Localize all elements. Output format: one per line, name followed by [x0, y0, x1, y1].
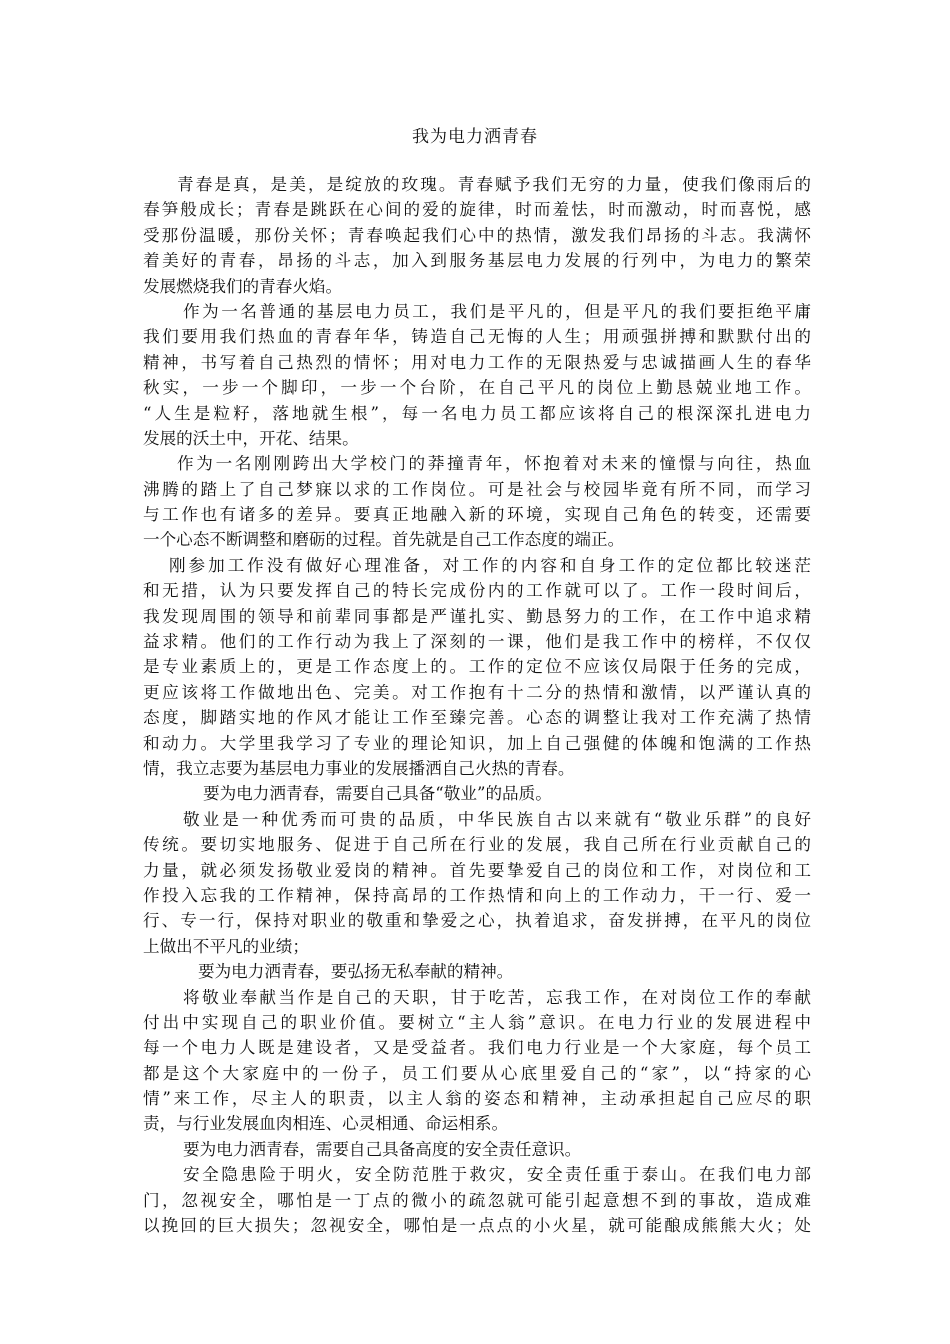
text-line: 青春是真，是美，是绽放的玫瑰。青春赋予我们无穷的力量，使我们像雨后的	[177, 175, 811, 194]
document-body	[143, 172, 811, 1238]
text-line: 每一个电力人既是建设者，又是受益者。我们电力行业是一个大家庭，每个员工	[143, 1038, 811, 1058]
text-line: 益求精。他们的工作行动为我上了深刻的一课，他们是我工作中的榜样，不仅仅	[143, 632, 811, 652]
text-line: 受那份温暖，那份关怀；青春唤起我们心中的热情，激发我们昂扬的斗志。我满怀	[143, 225, 811, 245]
text-line: 作投入忘我的工作精神，保持高昂的工作热情和向上的工作动力，干一行、爱一	[143, 885, 811, 905]
text-line: 将敬业奉献当作是自己的天职，甘于吃苦，忘我工作，在对岗位工作的奉献	[183, 987, 811, 1007]
text-line: 上做出不平凡的业绩；	[143, 936, 309, 956]
text-line: 态度，脚踏实地的作风才能让工作至臻完善。心态的调整让我对工作充满了热情	[143, 708, 811, 728]
text-line: 都是这个大家庭中的一份子，员工们要从心底里爱自己的“家”，以“持家的心	[143, 1063, 811, 1083]
text-line: 作为一名普通的基层电力员工，我们是平凡的，但是平凡的我们要拒绝平庸	[183, 301, 811, 321]
text-line: 要为电力洒青春，需要自己具备“敬业”的品质。	[203, 784, 552, 804]
text-line: 安全隐患险于明火，安全防范胜于救灾，安全责任重于泰山。在我们电力部	[183, 1165, 811, 1185]
text-line: 情，我立志要为基层电力事业的发展播洒自己火热的青春。	[143, 758, 575, 778]
text-line: 传统。要切实地服务、促进于自己所在行业的发展，我自己所在行业贡献自己的	[143, 835, 811, 855]
text-line: 我们要用我们热血的青春年华，铸造自己无悔的人生；用顽强拼搏和默默付出的	[143, 327, 811, 347]
text-line: 发展的沃土中，开花、结果。	[143, 428, 359, 448]
text-line: 与工作也有诸多的差异。要真正地融入新的环境，实现自己角色的转变，还需要	[143, 505, 811, 525]
text-line: 一个心态不断调整和磨砺的过程。首先就是自己工作态度的端正。	[143, 530, 625, 550]
text-line: 秋实，一步一个脚印，一步一个台阶，在自己平凡的岗位上勤恳兢业地工作。	[143, 378, 811, 398]
text-line: 和无措，认为只要发挥自己的特长完成份内的工作就可以了。工作一段时间后，	[143, 581, 811, 601]
text-line: 付出中实现自己的职业价值。要树立“主人翁”意识。在电力行业的发展进程中	[143, 1012, 811, 1032]
text-line: 敬业是一种优秀而可贵的品质，中华民族自古以来就有“敬业乐群”的良好	[183, 809, 811, 829]
text-line: 力量，就必须发扬敬业爱岗的精神。首先要挚爱自己的岗位和工作，对岗位和工	[143, 860, 811, 880]
text-line: 要为电力洒青春，需要自己具备高度的安全责任意识。	[183, 1139, 582, 1159]
text-line: 我发现周围的领导和前辈同事都是严谨扎实、勤恳努力的工作，在工作中追求精	[143, 606, 811, 626]
text-line: 更应该将工作做地出色、完美。对工作抱有十二分的热情和激情，以严谨认真的	[143, 682, 811, 702]
text-line: 责，与行业发展血肉相连、心灵相通、命运相系。	[143, 1114, 509, 1134]
text-line: 发展燃烧我们的青春火焰。	[143, 276, 343, 296]
text-line: 门，忽视安全，哪怕是一丁点的微小的疏忽就可能引起意想不到的事故，造成难	[143, 1190, 811, 1210]
text-line: 要为电力洒青春，要弘扬无私奉献的精神。	[198, 962, 514, 982]
text-line: 作为一名刚刚跨出大学校门的莽撞青年，怀抱着对未来的憧憬与向往，热血	[177, 454, 811, 474]
text-line: 精神，书写着自己热烈的情怀；用对电力工作的无限热爱与忠诚描画人生的春华	[143, 352, 811, 372]
text-line: 着美好的青春，昂扬的斗志，加入到服务基层电力发展的行列中，为电力的繁荣	[143, 251, 811, 271]
text-line: 沸腾的踏上了自己梦寐以求的工作岗位。可是社会与校园毕竟有所不同，而学习	[143, 479, 811, 499]
text-line: 情”来工作，尽主人的职责，以主人翁的姿态和精神，主动承担起自己应尽的职	[143, 1089, 811, 1109]
text-line: 以挽回的巨大损失；忽视安全，哪怕是一点点的小火星，就可能酿成熊熊大火；处	[143, 1216, 811, 1236]
text-line: 行、专一行，保持对职业的敬重和挚爱之心，执着追求，奋发拼搏，在平凡的岗位	[143, 911, 811, 931]
text-line: 和动力。大学里我学习了专业的理论知识，加上自己强健的体魄和饱满的工作热	[143, 733, 811, 753]
text-line: 是专业素质上的，更是工作态度上的。工作的定位不应该仅局限于任务的完成，	[143, 657, 811, 677]
document-title: 我为电力洒青春	[412, 127, 538, 147]
text-line: 刚参加工作没有做好心理准备，对工作的内容和自身工作的定位都比较迷茫	[169, 555, 811, 575]
text-line: “人生是粒籽，落地就生根”，每一名电力员工都应该将自己的根深深扎进电力	[143, 403, 811, 423]
text-line: 春笋般成长；青春是跳跃在心间的爱的旋律，时而羞怯，时而激动，时而喜悦，感	[143, 200, 811, 220]
